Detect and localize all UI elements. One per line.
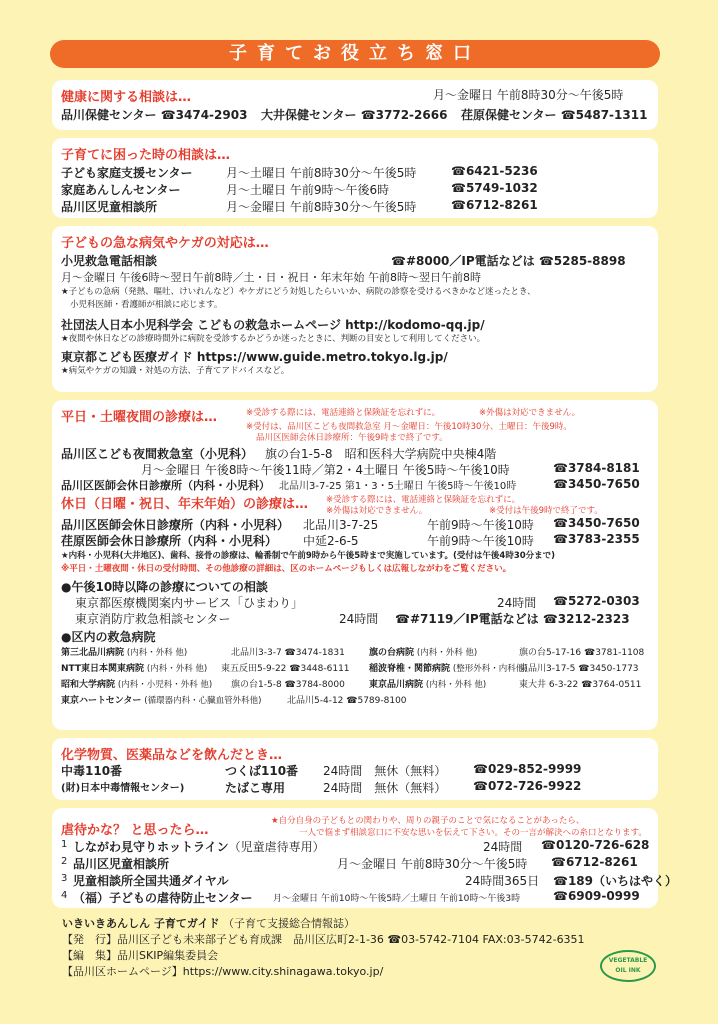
item-number: 2: [61, 856, 68, 867]
health-consult-section: [52, 80, 658, 130]
hospital-dept: (内科・外科 他): [416, 648, 478, 658]
hospital-dept: (内科・外科 他): [146, 664, 208, 674]
org-name: 中毒110番: [61, 764, 123, 778]
org-name: 児童相談所全国共通ダイヤル: [73, 874, 229, 888]
note-text: ※外傷は対応できません。: [479, 408, 581, 418]
org-name: 品川区児童相談所: [73, 857, 170, 871]
hospital-address: 東大井 6-3-22 ☎3764-0511: [519, 680, 642, 690]
hours-text: 24時間 無休（無料）: [323, 781, 447, 795]
note-text: ★夜間や休日などの診療時間外に病院を受診するかどうか迷ったときに、判断の目安として利用してください。: [61, 334, 486, 344]
phone-number: ☎#7119／IP電話などは ☎3212-2323: [395, 612, 630, 626]
address-text: 中延2-6-5: [303, 534, 359, 548]
sudden-illness-section: [52, 226, 658, 392]
publisher-line: 【発 行】品川区子ども未来部子ども育成課 品川区広町2-1-36 ☎03-5742-7104 FAX:03-5742-6351: [62, 933, 585, 946]
org-name: 品川区医師会休日診療所（内科・小児科）: [61, 518, 290, 532]
web-link[interactable]: 社団法人日本小児科学会 こどもの救急ホームページ http://kodomo-qq.jp/: [61, 318, 485, 332]
org-name: 荏原医師会休日診療所（内科・小児科）: [61, 534, 278, 548]
org-name: 品川区児童相談所: [61, 200, 158, 214]
note-text: ★自分自身の子どもとの関わりや、周りの親子のことで気になることがあったら、: [271, 816, 585, 826]
hours-text: 月～金曜日 午後6時～翌日午前8時／土・日・祝日・年末年始 午前8時～翌日午前8時: [61, 271, 481, 284]
org-name: 子ども家庭支援センター: [61, 166, 193, 180]
hours-text: 24時間: [497, 596, 537, 610]
phone-number: ☎6712-8261: [551, 855, 638, 869]
phone-number: ☎029-852-9999: [473, 762, 582, 776]
list-item: [61, 164, 649, 181]
hospital-name: 第三北品川病院: [61, 648, 125, 658]
phone-number: ☎3450-7650: [553, 516, 640, 530]
org-name: 東京都医療機関案内サービス「ひまわり」: [75, 596, 304, 610]
night-holiday-section: [52, 400, 658, 730]
phone-number: ☎3450-7650: [553, 477, 640, 491]
phone-number: ☎5272-0303: [553, 594, 640, 608]
homepage-link[interactable]: 【品川区ホームページ】https://www.city.shinagawa.tokyo.jp/: [62, 965, 384, 978]
phone-number: ☎189（いちはやく）: [553, 874, 677, 888]
line-name: たばこ専用: [225, 781, 286, 795]
health-center-oi: 大井保健センター ☎3772-2666: [261, 108, 448, 122]
web-link[interactable]: 東京都こども医療ガイド https://www.guide.metro.tokyo.lg.jp/: [61, 350, 448, 364]
section-heading: 子どもの急な病気やケガの対応は…: [61, 236, 269, 251]
org-name: （福）子どもの虐待防止センター: [73, 891, 253, 905]
org-name: 品川区こども夜間救急室（小児科）: [61, 447, 254, 461]
hours-text: 月～金曜日 午後8時～午後11時／第2・4土曜日 午後5時～午後10時: [141, 463, 510, 477]
section-heading: 子育てに困った時の相談は…: [61, 148, 231, 163]
section-heading: 虐待かな？ と思ったら…: [61, 823, 209, 838]
guide-title: いきいきあんしん 子育てガイド: [62, 917, 220, 930]
hospital-address: 東品川3-17-5 ☎3450-1773: [519, 664, 639, 674]
list-item: [61, 645, 649, 661]
hospital-name: 昭和大学病院: [61, 680, 116, 690]
hospital-name: 東京品川病院: [369, 680, 424, 690]
hospital-address: 東五反田5-9-22 ☎3448-6111: [221, 664, 350, 674]
note-text: 品川区医師会休日診療所：午後9時まで終了です。: [256, 433, 448, 443]
hospital-dept: (内科・小児科・外科 他): [117, 680, 213, 690]
hours-text: 月～金曜日 午前8時30分～午後5時: [337, 857, 528, 871]
note-text: ※受付は午後9時で終了です。: [489, 506, 603, 516]
list-item: [61, 677, 649, 693]
org-sub: （児童虐待専用）: [228, 840, 325, 854]
list-item: [61, 855, 649, 872]
hours-text: 月～金曜日 午前10時～午後5時／土曜日 午前10時～午後3時: [273, 894, 521, 904]
section-heading: 平日・土曜夜間の診療は…: [61, 410, 218, 425]
list-item: [61, 198, 649, 215]
phone-number: ☎3783-2355: [553, 532, 640, 546]
hospital-address: 北品川3-3-7 ☎3474-1831: [231, 648, 345, 658]
item-number: 3: [61, 873, 68, 884]
item-number: 4: [61, 890, 68, 901]
hours-text: 月～土曜日 午前8時30分～午後5時: [226, 166, 417, 180]
poison-section: [52, 738, 658, 800]
note-text: ★子どもの急病（発熱、嘔吐、けいれんなど）やケガにどう対処したらいいか、病院の診察を受けるべきかなど迷ったとき、: [61, 287, 536, 297]
hospital-address: 北品川5-4-12 ☎5789-8100: [287, 696, 407, 706]
org-name: 小児救急電話相談: [61, 254, 158, 268]
warning-text: ※平日・土曜夜間・休日の受付時間、その他診療の詳細は、区のホームページもしくは広報しながわをご覧ください。: [61, 564, 512, 574]
hospital-name: 旗の台病院: [369, 648, 415, 658]
abuse-section: [52, 808, 677, 908]
org-name: 家庭あんしんセンター: [61, 183, 181, 197]
hours-text: 24時間: [339, 612, 379, 626]
note-text: ※受診する際には、電話連絡と保険証を忘れずに。: [326, 495, 521, 505]
section-heading: 休日（日曜・祝日、年末年始）の診療は…: [61, 497, 309, 512]
subheading: ●午後10時以降の診療についての相談: [61, 580, 268, 594]
address-text: 旗の台1-5-8 昭和医科大学病院中央棟4階: [265, 447, 497, 461]
hospital-name: 稲波脊椎・関節病院: [369, 664, 451, 674]
hours-text: 24時間 無休（無料）: [323, 764, 447, 778]
phone-number: ☎5749-1032: [451, 181, 538, 195]
list-item: [61, 693, 649, 709]
hospital-name: 東京ハートセンター: [61, 696, 142, 706]
hours-text: 月～金曜日 午前8時30分～午後5時: [433, 88, 624, 102]
editor-line: 【編 集】品川SKIP編集委員会: [62, 949, 219, 962]
phone-number: ☎0120-726-628: [541, 838, 650, 852]
org-sub: (財)日本中毒情報センター): [61, 783, 185, 794]
line-name: つくば110番: [225, 764, 299, 778]
address-text: 北品川3-7-25 第1・3・5土曜日 午後5時～午後10時: [279, 481, 517, 492]
note-text: ★病気やケガの知識・対処の方法、子育てアドバイスなど。: [61, 366, 290, 376]
hours-text: 午前9時～午後10時: [427, 518, 534, 532]
hospital-dept: (循環器内科・心臓血管外科他): [144, 696, 262, 706]
guide-subtitle: （子育て支援総合情報誌）: [223, 917, 355, 930]
note-text: 小児科医師・看護師が相談に応じます。: [70, 300, 223, 310]
list-item: [61, 181, 649, 198]
org-name: 東京消防庁救急相談センター: [75, 612, 231, 626]
note-text: ★内科・小児科(大井地区)、歯科、接骨の診療は、輪番制で午前9時から午後5時まで実施しています。(受付は午後4時30分まで): [61, 551, 556, 561]
phone-number: ☎6421-5236: [451, 164, 538, 178]
hospital-dept: (内科・外科 他): [425, 680, 487, 690]
phone-number: ☎6909-0999: [553, 889, 640, 903]
hospital-dept: (整形外科・内科他): [452, 664, 528, 674]
org-name: 品川区医師会休日診療所（内科・小児科）: [61, 479, 270, 492]
page-title: 子育てお役立ち窓口: [50, 40, 660, 68]
childcare-consult-section: [52, 138, 658, 218]
hours-text: 24時間: [483, 840, 523, 854]
phone-number: ☎#8000／IP電話などは ☎5285-8898: [391, 254, 626, 268]
logo-text: OIL INK: [615, 967, 641, 974]
phone-number: ☎6712-8261: [451, 198, 538, 212]
hours-text: 月～金曜日 午前8時30分～午後5時: [226, 200, 417, 214]
logo-text: VEGETABLE: [608, 957, 648, 964]
hours-text: 午前9時～午後10時: [427, 534, 534, 548]
note-text: ※外傷は対応できません。: [326, 506, 428, 516]
note-text: 一人で悩まず相談窓口に不安な思いを伝えて下さい。その一言が解決への糸口となります。: [299, 828, 647, 838]
phone-number: ☎072-726-9922: [473, 779, 582, 793]
hospital-address: 旗の台1-5-8 ☎3784-8000: [231, 680, 345, 690]
subheading: ●区内の救急病院: [61, 630, 156, 644]
item-number: 1: [61, 839, 68, 850]
list-item: [61, 889, 649, 906]
note-text: ※受診する際には、電話連絡と保険証を忘れずに。: [246, 408, 441, 418]
section-heading: 健康に関する相談は…: [61, 90, 192, 105]
hours-text: 月～土曜日 午前9時～午後6時: [226, 183, 390, 197]
hospital-name: NTT東日本関東病院: [61, 664, 145, 674]
hospital-dept: (内科・外科 他): [126, 648, 188, 658]
list-item: [61, 661, 649, 677]
org-name: しながわ見守りホットライン: [73, 840, 229, 854]
section-heading: 化学物質、医薬品などを飲んだとき…: [61, 748, 283, 763]
health-center-ebara: 荏原保健センター ☎5487-1311: [461, 108, 648, 122]
vegetable-oil-ink-logo: [600, 950, 656, 982]
address-text: 北品川3-7-25: [303, 518, 379, 532]
footer: [62, 916, 585, 980]
note-text: ※受付は、品川区こども夜間救急室 月～金曜日：午後10時30分、土曜日：午後9時。: [246, 422, 572, 432]
health-center-shinagawa: 品川保健センター ☎3474-2903: [61, 108, 248, 122]
list-item: [61, 872, 677, 889]
hours-text: 24時間365日: [465, 874, 540, 888]
phone-number: ☎3784-8181: [553, 461, 640, 475]
hospital-address: 旗の台5-17-16 ☎3781-1108: [519, 648, 645, 658]
list-item: [61, 838, 649, 855]
